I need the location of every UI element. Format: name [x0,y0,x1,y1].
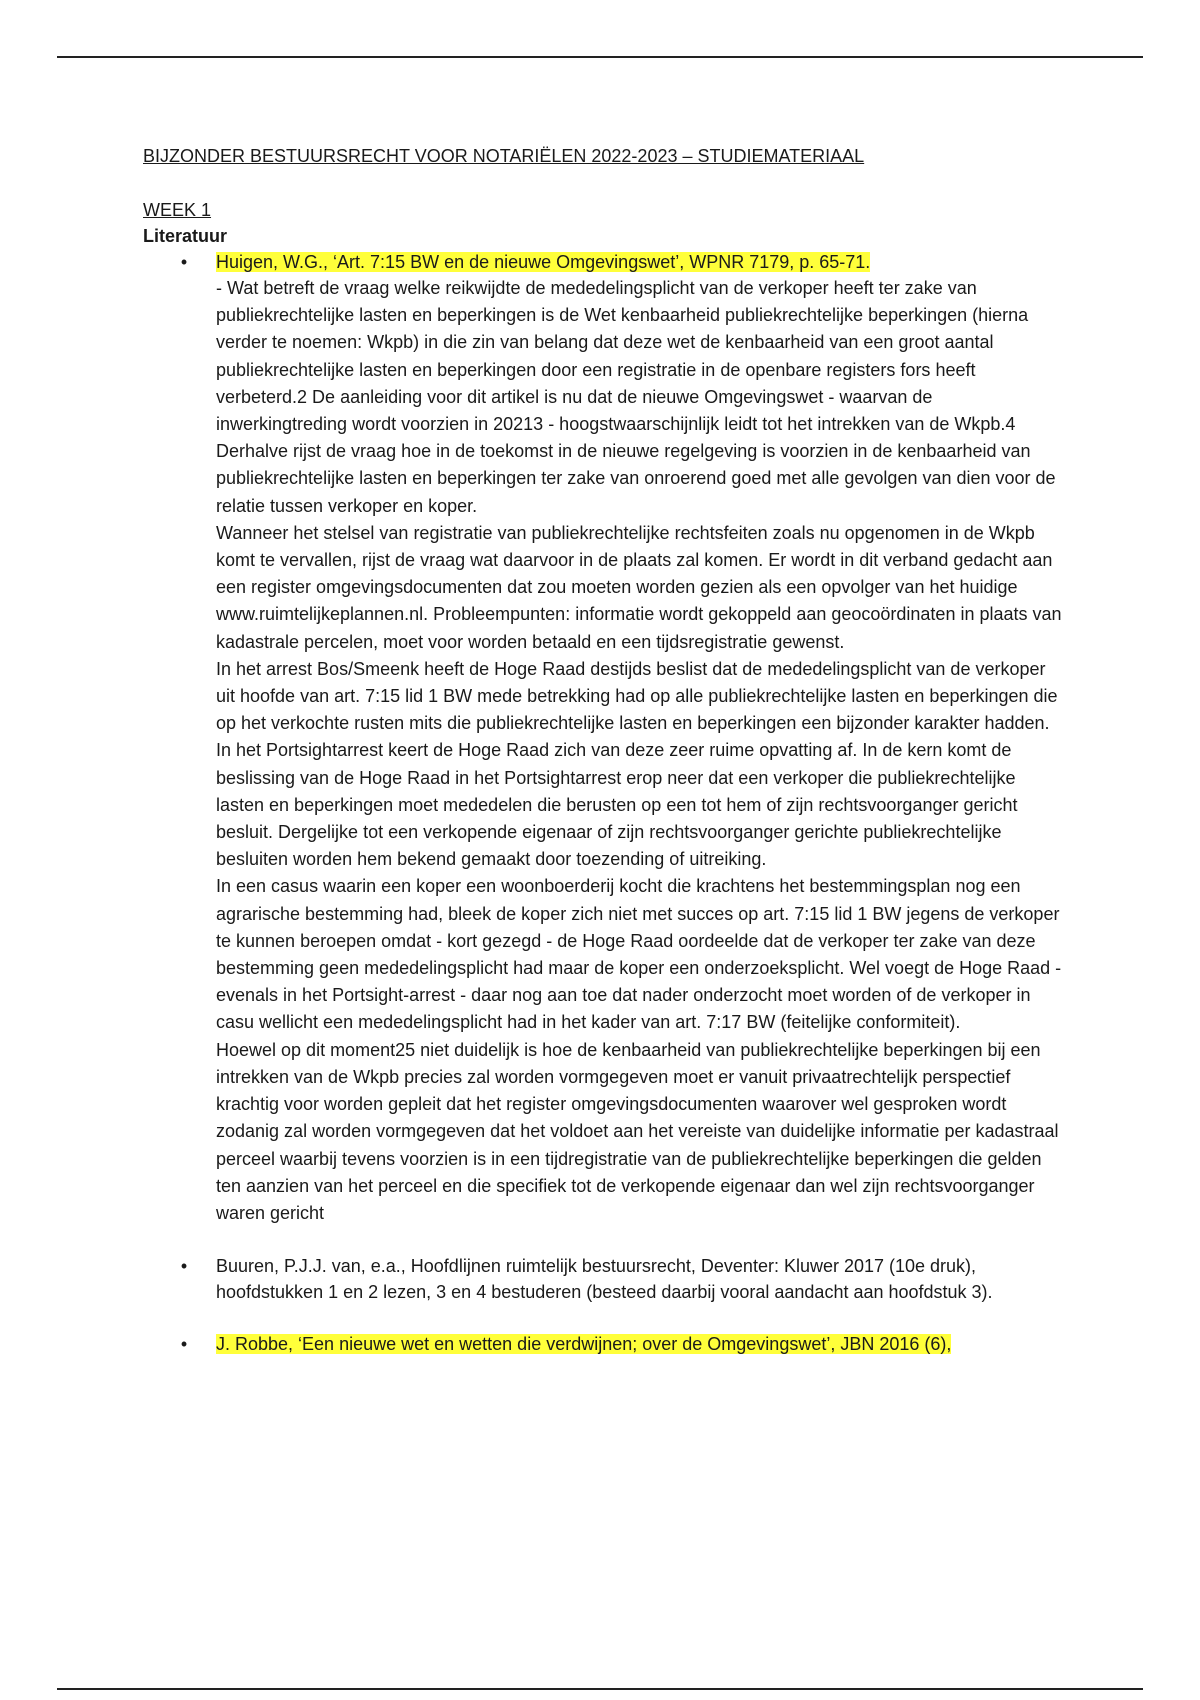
literature-citation: J. Robbe, ‘Een nieuwe wet en wetten die verdwijnen; over de Omgevingswet’, JBN 2016 (6), [216,1334,952,1355]
summary-paragraph: Hoewel op dit moment25 niet duidelijk is hoe de kenbaarheid van publiekrechtelijke beperkingen bij een intrekken van de Wkpb precies zal worden vormgegeven moet er vanuit privaatrechtelijk perspectief krachtig voor worden gepleit dat het register omgevingsdocumenten waarover wel gesproken wordt zodanig zal worden vormgegeven dat het voldoet aan het vereiste van duidelijke informatie per kadastraal perceel waarbij tevens voorzien is in een tijdregistratie van de publiekrechtelijke beperkingen die gelden ten aanzien van het perceel en die specifiek tot de verkopende eigenaar dan wel zijn rechtsvoorganger waren gericht [216,1039,1059,1223]
literature-item-2 [143,1253,1063,1305]
summary-paragraph: - Wat betreft de vraag welke reikwijdte de mededelingsplicht van de verkoper heeft ter zake van publiekrechtelijke lasten en beperkingen is de Wet kenbaarheid publiekrechtelijke beperkingen (hierna verder te noemen: Wkpb) in die zin van belang dat deze wet de kenbaarheid van een groot aantal publiekrechtelijke lasten en beperkingen door een registratie in de openbare registers fors heeft verbeterd.2 De aanleiding voor dit artikel is nu dat de nieuwe Omgevingswet - waarvan de inwerkingtreding wordt voorzien in 20213 - hoogstwaarschijnlijk leidt tot het intrekken van de Wkpb.4 Derhalve rijst de vraag hoe in de toekomst in de nieuwe regelgeving is voorzien in de kenbaarheid van publiekrechtelijke lasten en beperkingen ter zake van onroerend goed met alle gevolgen van dien voor de relatie tussen verkoper en koper. [216,278,1056,516]
summary-paragraph: besluiten worden hem bekend gemaakt door toezending of uitreiking. [216,849,767,870]
summary-paragraph: In het Portsightarrest keert de Hoge Raad zich van deze zeer ruime opvatting af. In de kern komt de beslissing van de Hoge Raad in het Portsightarrest erop neer dat een verkoper die publiekrechtelijke lasten en beperkingen moet mededelen die berusten op een tot hem of zijn rechtsvoorganger gericht besluit. Dergelijke tot een verkopende eigenaar of zijn rechtsvoorganger gerichte publiekrechtelijke [216,740,1018,843]
summary-paragraph: Wanneer het stelsel van registratie van publiekrechtelijke rechtsfeiten zoals nu opgenomen in de Wkpb komt te vervallen, rijst de vraag wat daarvoor in de plaats zal komen. Er wordt in dit verband gedacht aan een register omgevingsdocumenten dat zou moeten worden gezien als een opvolger van het huidige www.ruimtelijkeplannen.nl. Probleempunten: informatie wordt gekoppeld aan geocoördinaten in plaats van kadastrale percelen, moet voor worden betaald en een tijdsregistratie gewenst. [216,522,1062,652]
literature-item-3 [143,1331,1063,1357]
spacer [143,1305,1063,1331]
section-heading: Literatuur [143,226,228,246]
summary-paragraph: In het arrest Bos/Smeenk heeft de Hoge Raad destijds beslist dat de mededelingsplicht van de verkoper uit hoofde van art. 7:15 lid 1 BW mede betrekking had op alle publiekrechtelijke lasten en beperkingen die op het verkochte rusten mits die publiekrechtelijke lasten en beperkingen een bijzonder karakter hadden. [216,658,1058,734]
bullet-icon: • [180,1334,188,1355]
spacer [143,1227,1063,1253]
week-heading: WEEK 1 [143,200,212,220]
bullet-icon: • [180,252,188,272]
header-rule [57,56,1143,58]
document-title: BIJZONDER BESTUURSRECHT VOOR NOTARIËLEN 2022-2023 – STUDIEMATERIAAL [143,146,865,166]
literature-citation: Buuren, P.J.J. van, e.a., Hoofdlijnen ruimtelijk bestuursrecht, Deventer: Kluwer 2017 (10e druk), hoofdstukken 1 en 2 lezen, 3 en 4 bestuderen (besteed daarbij vooral aandacht aan hoofdstuk 3). [216,1256,993,1303]
literature-item-1 [143,249,1063,275]
document-body [143,143,1063,1357]
bullet-icon: • [180,1256,188,1277]
literature-citation: Huigen, W.G., ‘Art. 7:15 BW en de nieuwe Omgevingswet’, WPNR 7179, p. 65-71. [216,252,871,272]
footer-rule [57,1688,1143,1690]
summary-paragraph: In een casus waarin een koper een woonboerderij kocht die krachtens het bestemmingsplan nog een agrarische bestemming had, bleek de koper zich niet met succes op art. 7:15 lid 1 BW jegens de verkoper te kunnen beroepen omdat - kort gezegd - de Hoge Raad oordeelde dat de verkoper ter zake van deze bestemming geen mededelingsplicht had maar de koper een onderzoeksplicht. Wel voegt de Hoge Raad - evenals in het Portsight-arrest - daar nog aan toe dat nader onderzocht moet worden of de verkoper in casu wellicht een mededelingsplicht had in het kader van art. 7:17 BW (feitelijke conformiteit). [216,876,1062,1033]
